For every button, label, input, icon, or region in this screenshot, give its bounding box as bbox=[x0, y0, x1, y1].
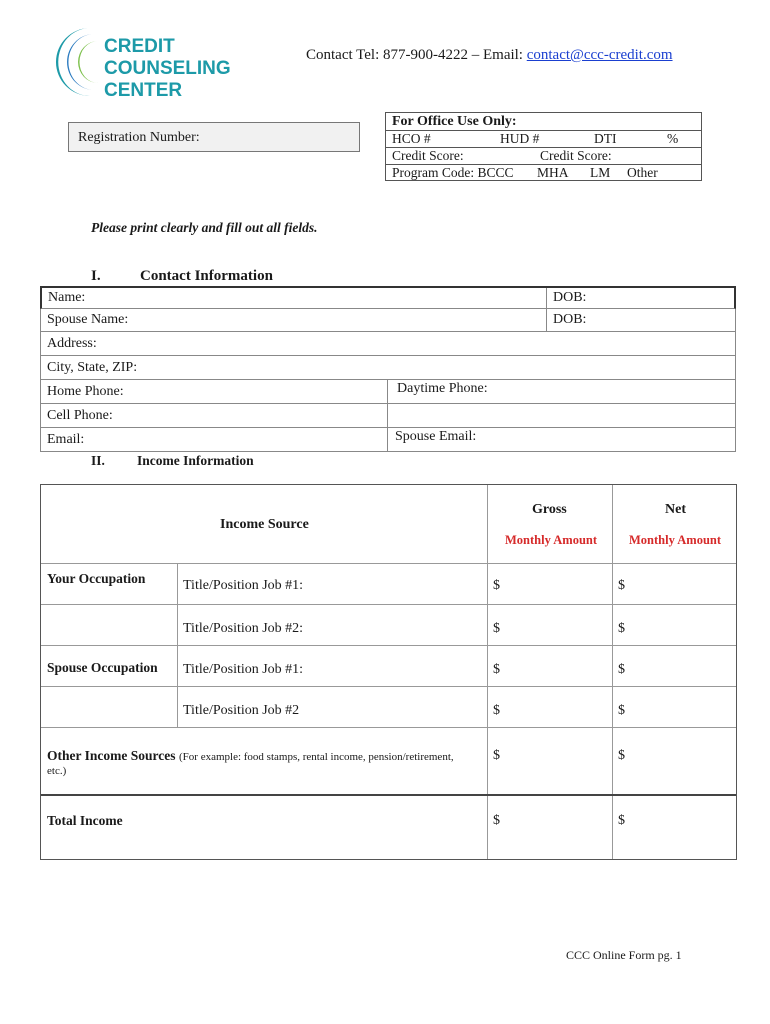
col-divider-net bbox=[612, 485, 613, 859]
name-label: Name: bbox=[48, 290, 86, 305]
section-2-title: Income Information bbox=[137, 453, 254, 468]
daytime-phone-field[interactable] bbox=[388, 380, 735, 403]
dob-label: DOB: bbox=[553, 290, 587, 305]
office-credit-score-label-2: Credit Score: bbox=[540, 148, 612, 163]
spouse-job-1-gross[interactable]: $ bbox=[493, 662, 500, 677]
total-income-net[interactable]: $ bbox=[618, 813, 625, 828]
net-header: Net bbox=[665, 502, 686, 517]
office-hud-label: HUD # bbox=[500, 131, 540, 146]
row-divider-1 bbox=[41, 604, 736, 605]
other-income-title: Other Income Sources bbox=[47, 748, 176, 763]
col-divider-gross bbox=[487, 485, 488, 859]
office-other-label: Other bbox=[627, 165, 658, 180]
address-field[interactable] bbox=[41, 332, 735, 355]
row-divider-3 bbox=[41, 686, 736, 687]
income-source-header: Income Source bbox=[220, 517, 309, 532]
dob-field[interactable] bbox=[547, 288, 734, 308]
row-divider-total bbox=[41, 794, 736, 796]
net-monthly-amount-label: Monthly Amount bbox=[629, 533, 722, 547]
contact-phone-text: Contact Tel: 877-900-4222 – Email: bbox=[306, 47, 527, 63]
other-income-net[interactable]: $ bbox=[618, 748, 625, 763]
spouse-name-field[interactable] bbox=[41, 309, 547, 331]
your-job-2-net[interactable]: $ bbox=[618, 621, 625, 636]
spouse-dob-field[interactable] bbox=[547, 309, 735, 331]
logo-line-center: CENTER bbox=[104, 80, 183, 101]
logo-line-counseling: COUNSELING bbox=[104, 58, 231, 79]
gross-monthly-amount-label: Monthly Amount bbox=[505, 533, 598, 547]
home-phone-field[interactable] bbox=[41, 380, 388, 403]
spouse-job-2-net[interactable]: $ bbox=[618, 703, 625, 718]
spouse-dob-label: DOB: bbox=[553, 312, 587, 327]
office-use-title: For Office Use Only: bbox=[392, 114, 517, 129]
your-occupation-label: Your Occupation bbox=[47, 571, 146, 586]
row-home-phone bbox=[40, 380, 736, 404]
city-state-zip-label: City, State, ZIP: bbox=[47, 360, 138, 375]
row-email bbox=[40, 428, 736, 452]
other-income-label[interactable] bbox=[47, 748, 454, 765]
your-job-2-gross[interactable]: $ bbox=[493, 621, 500, 636]
other-income-note: (For example: food stamps, rental income, pension/retirement, bbox=[179, 751, 454, 763]
registration-number-label: Registration Number: bbox=[78, 130, 200, 145]
other-income-gross[interactable]: $ bbox=[493, 748, 500, 763]
spouse-job-2-label[interactable]: Title/Position Job #2 bbox=[183, 703, 300, 718]
office-percent-label: % bbox=[667, 131, 679, 146]
home-phone-label: Home Phone: bbox=[47, 384, 124, 399]
instructions-text: Please print clearly and fill out all fields. bbox=[91, 220, 318, 235]
email-field[interactable] bbox=[41, 428, 388, 451]
office-program-code-label: Program Code: BCCC bbox=[392, 165, 514, 180]
daytime-phone-label: Daytime Phone: bbox=[397, 381, 488, 396]
your-job-1-net[interactable]: $ bbox=[618, 578, 625, 593]
row-address bbox=[40, 332, 736, 356]
spouse-job-1-net[interactable]: $ bbox=[618, 662, 625, 677]
section-1-number: I. bbox=[91, 268, 101, 284]
your-job-1-gross[interactable]: $ bbox=[493, 578, 500, 593]
spouse-name-label: Spouse Name: bbox=[47, 312, 129, 327]
spouse-job-2-gross[interactable]: $ bbox=[493, 703, 500, 718]
total-income-gross[interactable]: $ bbox=[493, 813, 500, 828]
row-cell-phone bbox=[40, 404, 736, 428]
row-city bbox=[40, 356, 736, 380]
section-1-title: Contact Information bbox=[140, 268, 273, 284]
income-information-table bbox=[40, 484, 737, 860]
office-use-box bbox=[385, 112, 702, 181]
city-state-zip-field[interactable] bbox=[41, 356, 735, 379]
contact-information-table bbox=[40, 286, 736, 452]
section-2-number: II. bbox=[91, 453, 105, 468]
cell-phone-field[interactable] bbox=[41, 404, 388, 427]
office-lm-label: LM bbox=[590, 165, 611, 180]
row-spouse-name bbox=[40, 309, 736, 332]
name-field[interactable] bbox=[42, 288, 547, 308]
total-income-label: Total Income bbox=[47, 813, 123, 828]
contact-email-link[interactable]: contact@ccc-credit.com bbox=[526, 47, 673, 63]
page-footer: CCC Online Form pg. 1 bbox=[566, 948, 682, 962]
row-divider-4 bbox=[41, 727, 736, 728]
email-label: Email: bbox=[47, 432, 85, 447]
office-dti-label: DTI bbox=[594, 131, 617, 146]
address-label: Address: bbox=[47, 336, 97, 351]
logo-wordmark bbox=[104, 36, 231, 102]
spouse-occupation-label: Spouse Occupation bbox=[47, 660, 158, 675]
row-divider-2 bbox=[41, 645, 736, 646]
gross-header: Gross bbox=[532, 502, 567, 517]
office-hco-label: HCO # bbox=[392, 131, 431, 146]
registration-number-box[interactable] bbox=[68, 122, 360, 152]
other-income-note-cont: etc.) bbox=[47, 765, 67, 777]
your-job-1-label[interactable]: Title/Position Job #1: bbox=[183, 578, 304, 593]
office-mha-label: MHA bbox=[537, 165, 569, 180]
cell-phone-label: Cell Phone: bbox=[47, 408, 113, 423]
row-divider-header bbox=[41, 563, 736, 564]
spouse-email-label: Spouse Email: bbox=[395, 429, 477, 444]
logo-line-credit: CREDIT bbox=[104, 36, 175, 57]
spouse-job-1-label[interactable]: Title/Position Job #1: bbox=[183, 662, 304, 677]
spouse-email-field[interactable] bbox=[388, 428, 735, 451]
office-credit-score-label: Credit Score: bbox=[392, 148, 464, 163]
contact-line bbox=[306, 47, 673, 64]
row-name bbox=[40, 286, 736, 309]
your-job-2-label[interactable]: Title/Position Job #2: bbox=[183, 621, 304, 636]
